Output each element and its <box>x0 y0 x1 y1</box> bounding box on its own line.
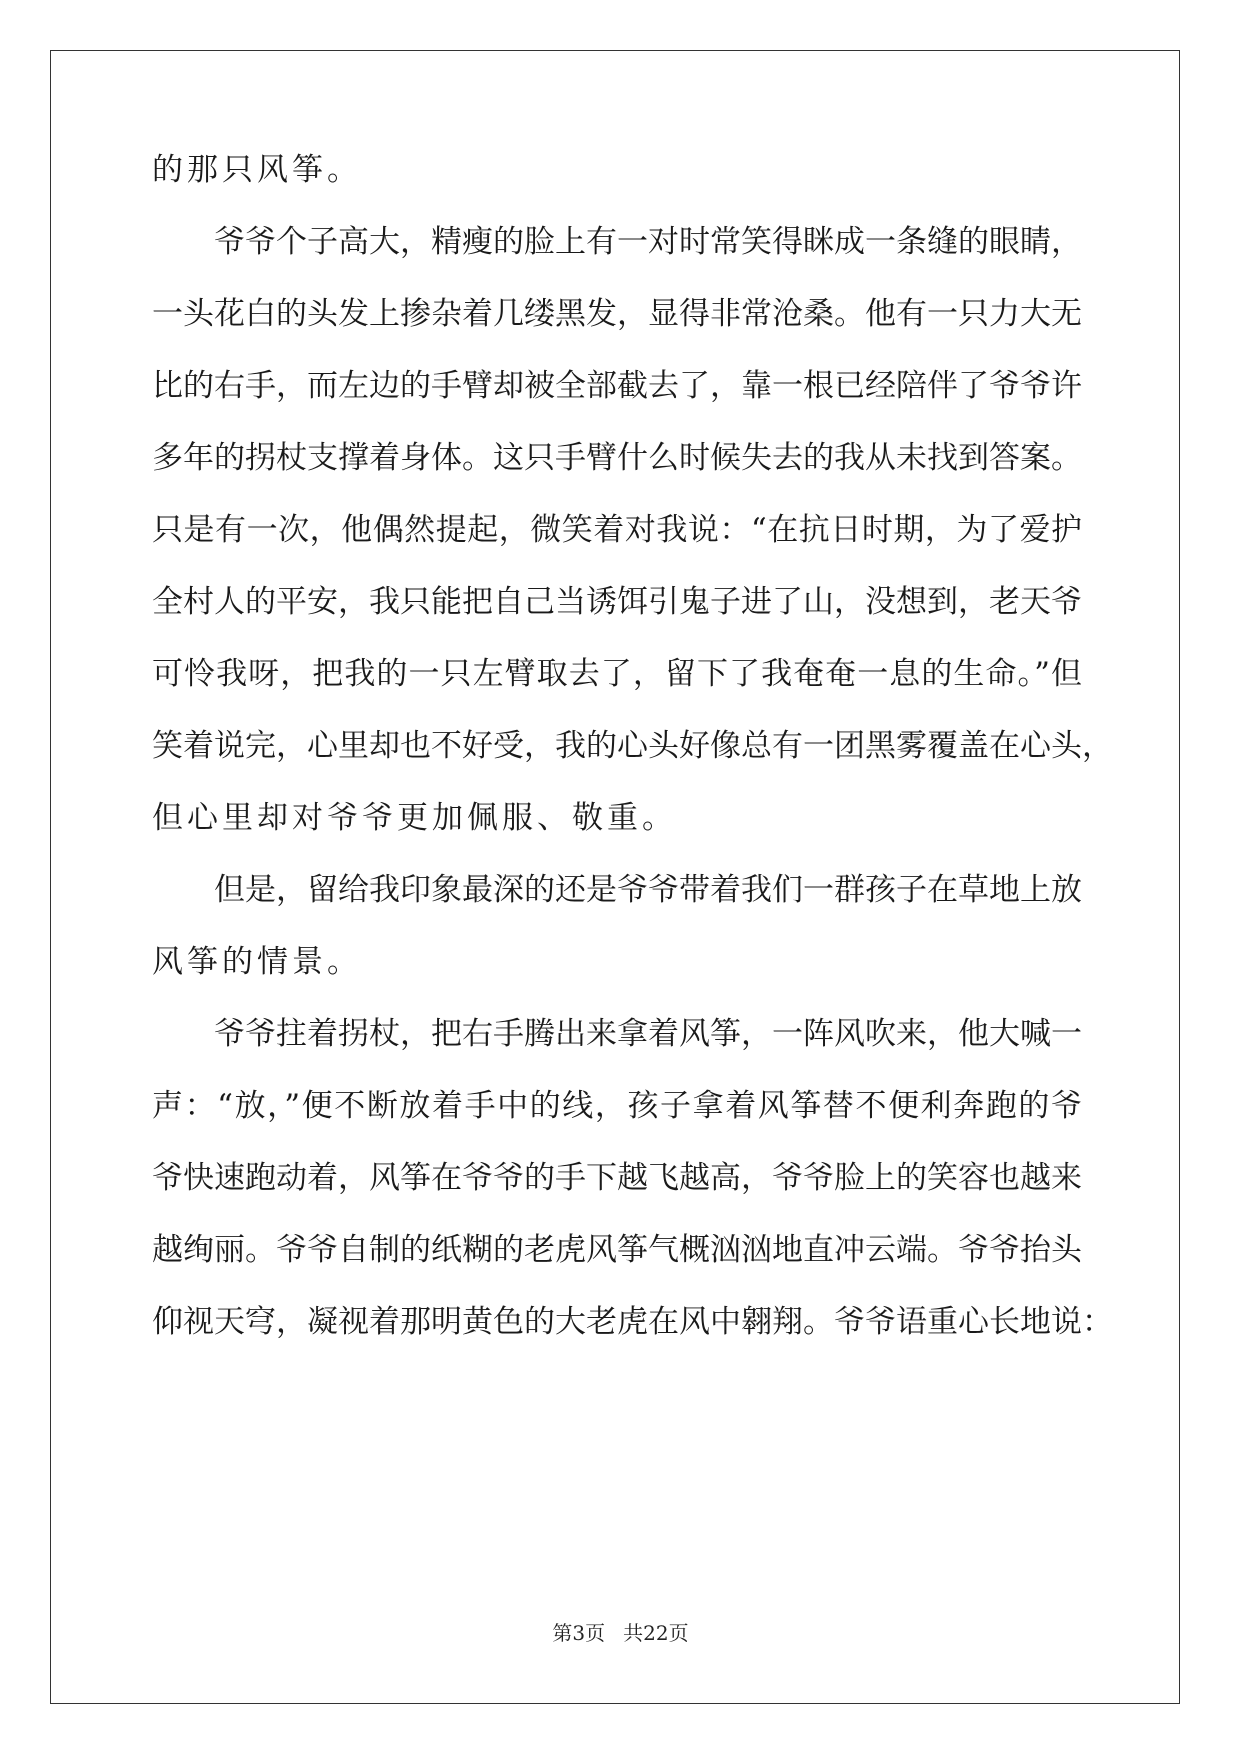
text-line: 越绚丽。爷爷自制的纸糊的老虎风筝气概汹汹地直冲云端。爷爷抬头 <box>152 1232 1082 1268</box>
text-line: 的那只风筝。 <box>152 152 362 188</box>
text-line: 可怜我呀，把我的一只左臂取去了，留下了我奄奄一息的生命。”但 <box>152 656 1082 692</box>
page-footer <box>0 1620 1241 1646</box>
page-number: 第3页 <box>552 1621 606 1645</box>
text-line: 多年的拐杖支撑着身体。这只手臂什么时候失去的我从未找到答案。 <box>152 440 1082 476</box>
text-line: 但是，留给我印象最深的还是爷爷带着我们一群孩子在草地上放 <box>214 872 1082 908</box>
text-line: 笑着说完，心里却也不好受，我的心头好像总有一团黑雾覆盖在心头， <box>152 728 1113 764</box>
text-line: 一头花白的头发上掺杂着几缕黑发，显得非常沧桑。他有一只力大无 <box>152 296 1082 332</box>
text-line: 比的右手，而左边的手臂却被全部截去了，靠一根已经陪伴了爷爷许 <box>152 368 1082 404</box>
text-line: 只是有一次，他偶然提起，微笑着对我说：“在抗日时期，为了爱护 <box>152 512 1082 548</box>
text-line: 声：“放，”便不断放着手中的线，孩子拿着风筝替不便利奔跑的爷 <box>152 1088 1082 1124</box>
total-pages: 共22页 <box>623 1621 689 1645</box>
text-line: 仰视天穹，凝视着那明黄色的大老虎在风中翱翔。爷爷语重心长地说： <box>152 1304 1113 1340</box>
text-line: 爷快速跑动着，风筝在爷爷的手下越飞越高，爷爷脸上的笑容也越来 <box>152 1160 1082 1196</box>
text-line: 爷爷拄着拐杖，把右手腾出来拿着风筝，一阵风吹来，他大喊一 <box>214 1016 1082 1052</box>
text-line: 风筝的情景。 <box>152 944 362 980</box>
text-line: 但心里却对爷爷更加佩服、敬重。 <box>152 800 677 836</box>
text-line: 全村人的平安，我只能把自己当诱饵引鬼子进了山，没想到，老天爷 <box>152 584 1082 620</box>
text-line: 爷爷个子高大，精瘦的脸上有一对时常笑得眯成一条缝的眼睛， <box>214 224 1082 260</box>
